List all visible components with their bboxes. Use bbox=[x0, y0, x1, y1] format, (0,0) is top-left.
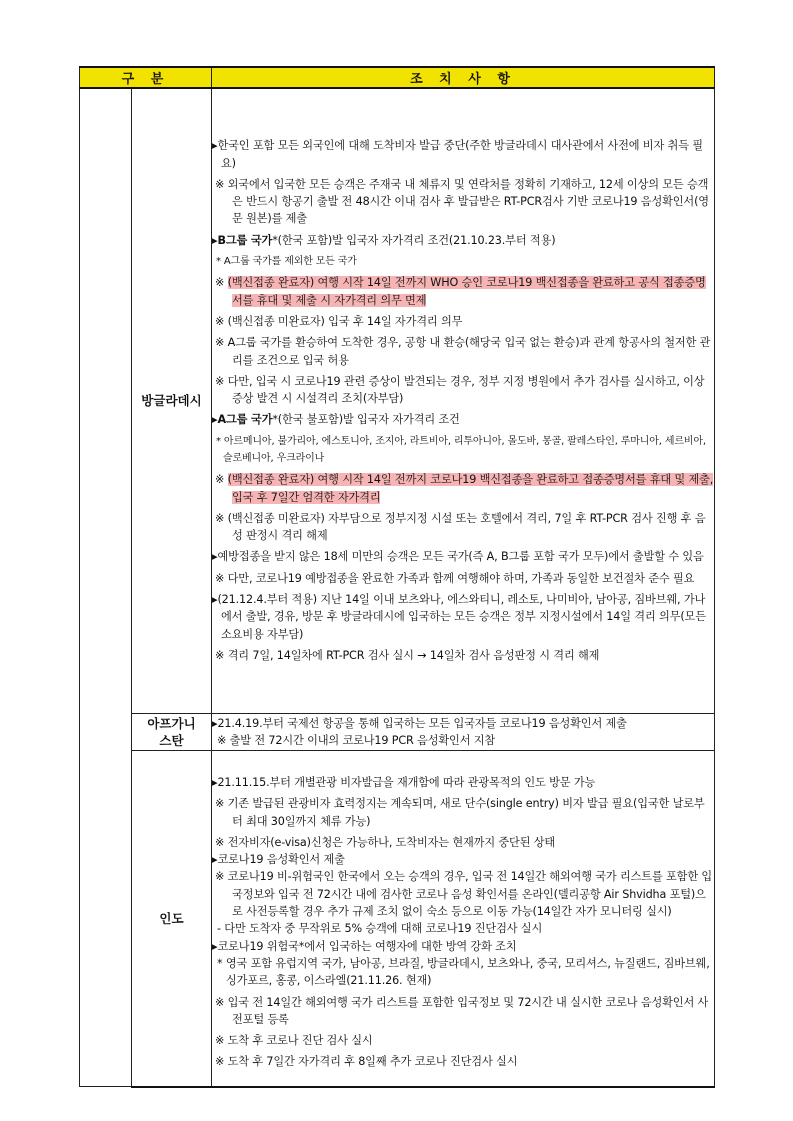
header-category: 구 분 bbox=[80, 67, 212, 88]
bd-group-a-title: A그룹 국가 bbox=[217, 413, 273, 427]
af-note: 출발 전 72시간 이내의 코로나19 PCR 음성확인서 지참 bbox=[229, 733, 496, 747]
list-item bbox=[212, 1053, 714, 1070]
country-india: 인도 bbox=[132, 751, 212, 1087]
bd-group-b-vaccinated: (백신접종 완료자) 여행 시작 14일 전까지 WHO 승인 코로나19 백신접종을 완료하고 공식 접종증명서를 휴대 및 제출 시 자가격리 의무 면제 bbox=[227, 276, 706, 307]
bd-group-b-transit: A그룹 국가를 환승하여 도착한 경우, 공항 내 환승(해당국 입국 없는 환승)과 관계 항공사의 철저한 관리를 조건으로 입국 허용 bbox=[227, 336, 711, 367]
reference-mark-icon: ※ bbox=[215, 511, 228, 525]
bd-group-a-vaccinated: (백신접종 완료자) 여행 시작 14일 전까지 코로나19 백신접종을 완료하고 접종증명서를 휴대 및 제출, 입국 후 7일간 엄격한 자가격리 bbox=[227, 473, 714, 504]
reference-mark-icon: ※ bbox=[215, 314, 228, 328]
list-item bbox=[212, 510, 714, 545]
asterisk-icon: * bbox=[216, 256, 224, 268]
reference-mark-icon: ※ bbox=[215, 571, 228, 585]
bd-group-b-symptoms: 다만, 입국 시 코로나19 관련 증상이 발견되는 경우, 정부 지정 병원에서 추가 검사를 실시하고, 이상 증상 발견 시 시설격리 조치(자부담) bbox=[227, 374, 705, 406]
bullet-icon: ▸ bbox=[212, 853, 218, 867]
list-item bbox=[212, 834, 714, 851]
bullet-icon: ▸ bbox=[212, 413, 218, 427]
in-negative-cert-note: 코로나19 비-위험국인 한국에서 오는 승객의 경우, 입국 전 14일간 해외여행 국가 리스트를 포함한 입국정보와 입국 전 72시간 내에 검사한 코로나 음성 확인서를 온라인(델리공항 Air Shvidha 포털)으로 사전등록할 경우 추가 규제 조치 없이 숙소 등으로 이동 가능(14일간 자가 모니터링 실시) bbox=[227, 870, 713, 919]
reference-mark-icon: ※ bbox=[215, 835, 228, 849]
bd-group-b-title: B그룹 국가 bbox=[217, 233, 273, 247]
reference-mark-icon: ※ bbox=[215, 276, 228, 290]
bd-group-a-unvaccinated: (백신접종 미완료자) 자부담으로 정부지정 시설 또는 호텔에서 격리, 7일 후 RT-PCR 검사 진행 후 음성 판정시 격리 해제 bbox=[227, 511, 706, 543]
bd-group-b-condition: *(한국 포함)발 입국자 자가격리 조건(21.10.23.부터 적용) bbox=[272, 233, 556, 247]
in-risk-test: 도착 후 코로나 진단 검사 실시 bbox=[227, 1034, 373, 1048]
in-evisa-note: 전자비자(e-visa)신청은 가능하나, 도착비자는 현재까지 중단된 상태 bbox=[227, 835, 556, 849]
list-item bbox=[212, 920, 714, 937]
reference-mark-icon: ※ bbox=[215, 797, 228, 811]
list-item bbox=[212, 373, 714, 408]
bd-africa-note: 격리 7일, 14일차에 RT-PCR 검사 실시 → 14일차 검사 음성판정 시 격리 해제 bbox=[227, 648, 600, 662]
measures-table bbox=[79, 66, 715, 1088]
list-item bbox=[212, 795, 714, 830]
list-item bbox=[212, 274, 714, 309]
af-rule: 21.4.19.부터 국제선 항공을 통해 입국하는 모든 입국자들 코로나19 음성확인서 제출 bbox=[217, 716, 627, 730]
bd-minors-note: 다만, 코로나19 예방접종을 완료한 가족과 함께 여행해야 하며, 가족과 동일한 보건절차 준수 필요 bbox=[227, 571, 695, 585]
reference-mark-icon: ※ bbox=[215, 870, 228, 884]
list-item bbox=[212, 253, 714, 270]
list-item bbox=[212, 591, 714, 643]
reference-mark-icon: ※ bbox=[215, 177, 228, 191]
bullet-icon: ▸ bbox=[212, 233, 218, 247]
reference-mark-icon: ※ bbox=[215, 995, 228, 1009]
afghanistan-measures bbox=[212, 713, 715, 751]
table-header-row bbox=[80, 67, 715, 88]
india-measures bbox=[212, 751, 715, 1087]
list-item bbox=[212, 851, 714, 868]
list-item bbox=[212, 137, 714, 172]
bullet-icon: ▸ bbox=[212, 139, 218, 153]
list-item bbox=[212, 647, 714, 664]
in-risk-countries: 코로나19 위험국*에서 입국하는 여행자에 대한 방역 강화 조치 bbox=[217, 939, 517, 953]
afghanistan-name-line1: 아프가니 bbox=[147, 715, 196, 731]
list-item bbox=[212, 1032, 714, 1049]
list-item bbox=[212, 548, 714, 565]
list-item bbox=[212, 938, 714, 955]
row-afghanistan bbox=[80, 713, 715, 751]
list-item bbox=[212, 868, 714, 920]
reference-mark-icon: ※ bbox=[217, 733, 230, 747]
bd-visa-suspension: 한국인 포함 모든 외국인에 대해 도착비자 발급 중단(주한 방글라데시 대사관에서 사전에 비자 취득 필요) bbox=[217, 139, 703, 170]
bd-africa: (21.12.4.부터 적용) 지난 14일 이내 보츠와나, 에스와티니, 레소토, 나미비아, 남아공, 짐바브웨, 가나에서 출발, 경유, 방문 후 방글라데시에 입국하는 모든 승객은 정부 지정시설에서 14일 격리 의무(모든 소요비용 자부담) bbox=[217, 593, 706, 641]
bd-minors: 예방접종을 받지 않은 18세 미만의 승객은 모든 국가(즉 A, B그룹 포함 국가 모두)에서 출발할 수 있음 bbox=[217, 550, 704, 564]
bd-group-a-footnote: 아르메니아, 불가리아, 에스토니아, 조지아, 라트비아, 리투아니아, 몰도바, 몽골, 팔레스타인, 루마니아, 세르비아, 슬로베니아, 우크라이나 bbox=[223, 435, 706, 464]
bullet-icon: ▸ bbox=[212, 716, 218, 730]
country-afghanistan bbox=[132, 713, 212, 751]
list-item bbox=[212, 313, 714, 330]
bullet-icon: ▸ bbox=[212, 775, 218, 789]
reference-mark-icon: ※ bbox=[215, 1034, 228, 1048]
in-risk-quarantine: 도착 후 7일간 자가격리 후 8일째 추가 코로나 진단검사 실시 bbox=[227, 1055, 518, 1069]
list-item bbox=[212, 955, 714, 990]
list-item bbox=[212, 570, 714, 587]
reference-mark-icon: ※ bbox=[215, 473, 228, 487]
bd-group-a-condition: *(한국 불포함)발 입국자 자가격리 조건 bbox=[272, 413, 460, 427]
country-bangladesh: 방글라데시 bbox=[132, 88, 212, 713]
list-item bbox=[212, 732, 714, 749]
bangladesh-measures bbox=[212, 88, 715, 713]
list-item bbox=[212, 433, 714, 468]
list-item bbox=[212, 715, 714, 732]
reference-mark-icon: ※ bbox=[215, 336, 228, 350]
asterisk-icon: * bbox=[216, 435, 224, 447]
reference-mark-icon: ※ bbox=[215, 1055, 228, 1069]
in-risk-register: 입국 전 14일간 해외여행 국가 리스트를 포함한 입국정보 및 72시간 내 실시한 코로나 음성확인서 사전포털 등록 bbox=[227, 995, 709, 1026]
list-item bbox=[212, 334, 714, 369]
list-item bbox=[212, 176, 714, 228]
header-measures: 조 치 사 항 bbox=[212, 67, 715, 88]
bd-group-b-unvaccinated: (백신접종 미완료자) 입국 후 14일 자가격리 의무 bbox=[227, 314, 463, 328]
bullet-icon: ▸ bbox=[212, 593, 218, 607]
in-tourism: 21.11.15.부터 개별관광 비자발급을 재개함에 따라 관광목적의 인도 방문 가능 bbox=[217, 775, 596, 789]
list-item bbox=[212, 411, 714, 428]
in-risk-footnote: 영국 포함 유럽지역 국가, 남아공, 브라질, 방글라데시, 보츠와나, 중국, 모리셔스, 뉴질랜드, 짐바브웨, 싱가포르, 홍콩, 이스라엘(21.11.26. 현재) bbox=[225, 956, 710, 988]
bd-group-b-footnote: A그룹 국가를 제외한 모든 국가 bbox=[223, 256, 357, 268]
asterisk-icon: * bbox=[217, 956, 226, 970]
region-cell bbox=[80, 88, 132, 1087]
list-item bbox=[212, 232, 714, 249]
bullet-icon: ▸ bbox=[212, 550, 218, 564]
bd-passenger-note: 외국에서 입국한 모든 승객은 주재국 내 체류지 및 연락처를 정확히 기재하고, 12세 이상의 모든 승객은 반드시 항공기 출발 전 48시간 이내 검사 후 발급받은 RT-PCR검사 기반 코로나19 음성확인서(영문 원본)를 제출 bbox=[227, 177, 709, 226]
bullet-icon: ▸ bbox=[212, 939, 218, 953]
reference-mark-icon: ※ bbox=[215, 374, 228, 388]
list-item bbox=[212, 994, 714, 1029]
in-negative-cert: 코로나19 음성확인서 제출 bbox=[217, 853, 345, 867]
dash-icon: - bbox=[217, 922, 225, 936]
in-random-test: 다만 도착자 중 무작위로 5% 승객에 대해 코로나19 진단검사 실시 bbox=[224, 922, 543, 936]
row-bangladesh bbox=[80, 88, 715, 713]
row-india bbox=[80, 751, 715, 1087]
afghanistan-name-line2: 스탄 bbox=[159, 732, 184, 748]
list-item bbox=[212, 471, 714, 506]
list-item bbox=[212, 774, 714, 791]
reference-mark-icon: ※ bbox=[215, 648, 228, 662]
in-tourism-note: 기존 발급된 관광비자 효력정지는 계속되며, 새로 단수(single entry) 비자 발급 필요(입국한 날로부터 최대 30일까지 체류 가능) bbox=[227, 797, 705, 828]
